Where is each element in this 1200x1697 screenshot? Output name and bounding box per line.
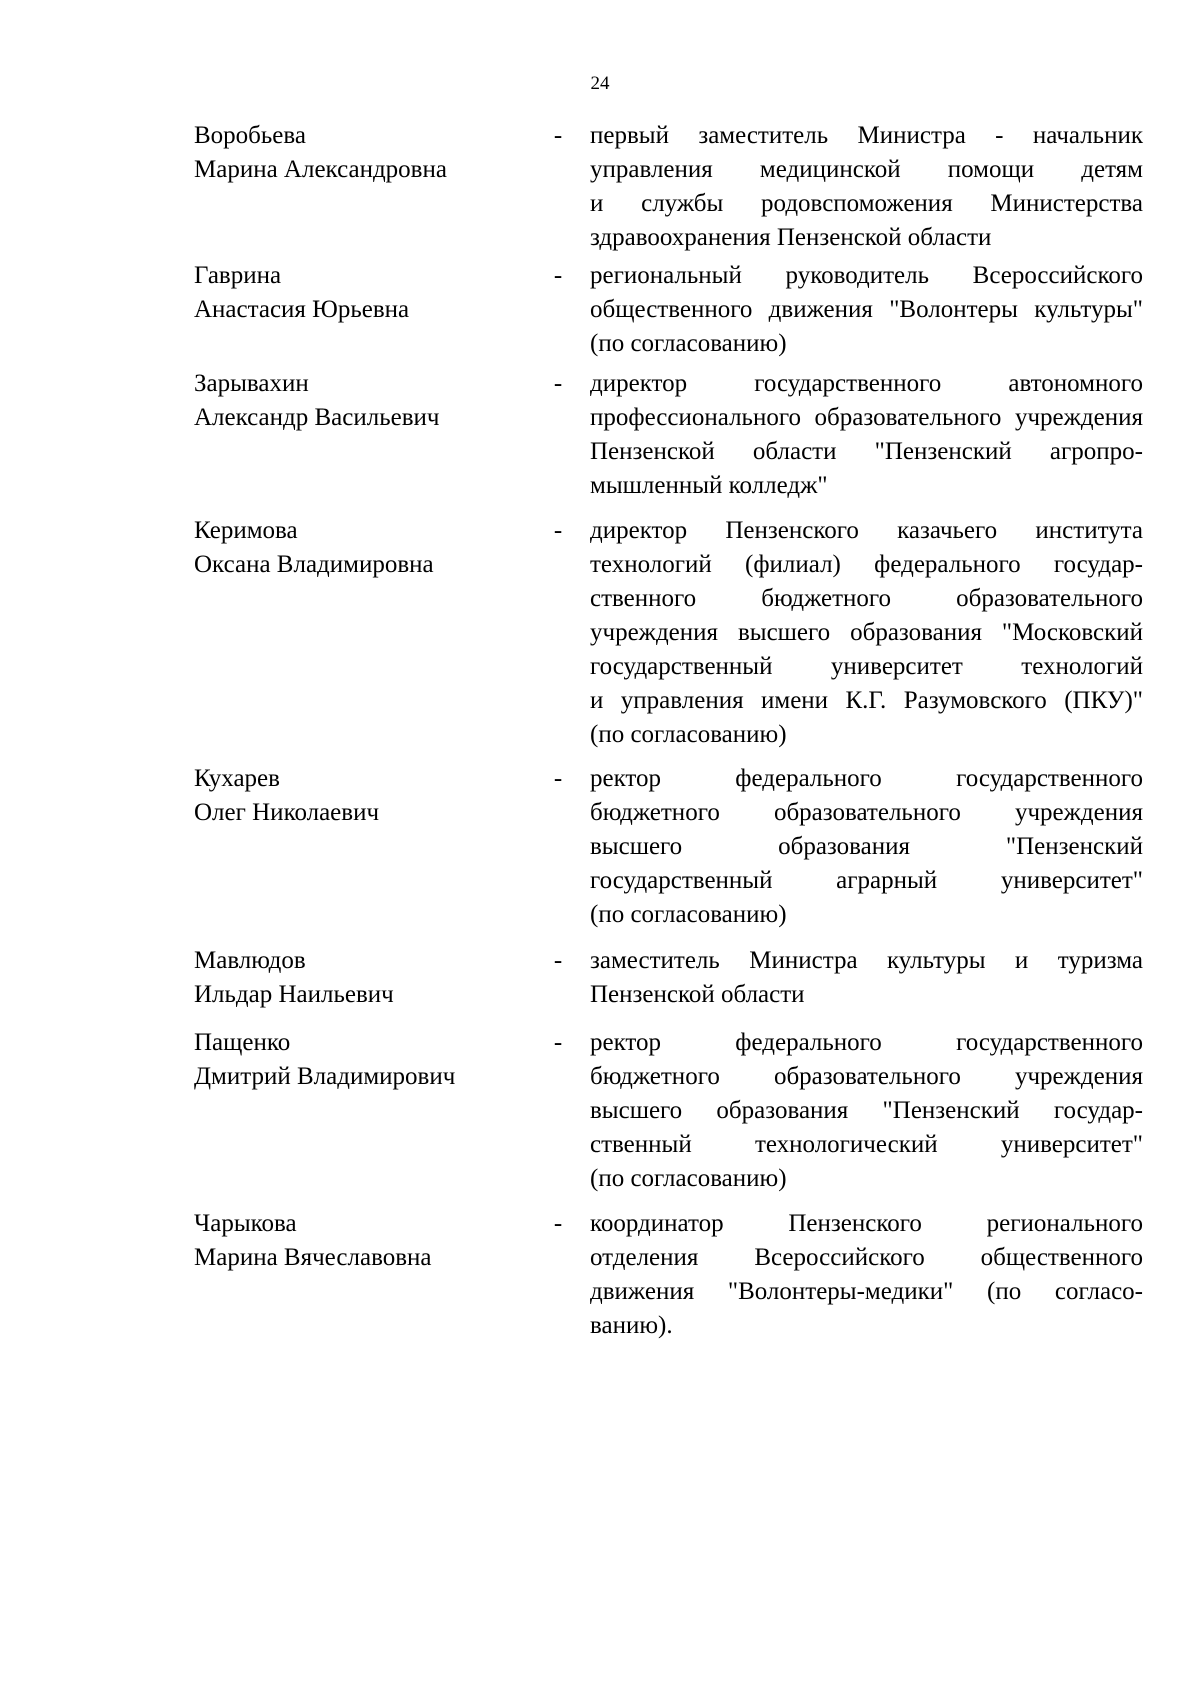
member-position: [590, 1026, 1143, 1196]
member-dash: -: [553, 370, 563, 397]
member-dash: -: [553, 765, 563, 792]
member-dash: -: [553, 122, 563, 149]
member-name: [194, 1026, 524, 1094]
member-position: [590, 367, 1143, 503]
member-position: [590, 762, 1143, 932]
member-dash: -: [553, 1029, 563, 1056]
member-given-names: Анастасия Юрьевна: [194, 296, 410, 323]
position-line: и управления имени К.Г. Разумовского (ПКУ)": [590, 687, 1143, 714]
member-surname: Пащенко: [194, 1029, 291, 1056]
member-name: [194, 259, 524, 327]
position-line: ванию).: [590, 1312, 673, 1339]
member-position: [590, 259, 1143, 361]
position-line: технологий (филиал) федерального государ-: [590, 551, 1143, 578]
position-line: отделения Всероссийского общественного: [590, 1244, 1143, 1271]
position-line: ственный технологический университет": [590, 1131, 1143, 1158]
member-given-names: Ильдар Наильевич: [194, 981, 394, 1008]
member-name: [194, 944, 524, 1012]
member-dash: -: [553, 517, 563, 544]
member-given-names: Марина Александровна: [194, 156, 447, 183]
member-position: [590, 119, 1143, 255]
position-line: мышленный колледж": [590, 472, 828, 499]
member-surname: Гаврина: [194, 262, 282, 289]
member-given-names: Оксана Владимировна: [194, 551, 434, 578]
member-given-names: Олег Николаевич: [194, 799, 380, 826]
position-line: координатор Пензенского регионального: [590, 1210, 1143, 1237]
position-line: управления медицинской помощи детям: [590, 156, 1143, 183]
position-line: учреждения высшего образования "Московский: [590, 619, 1143, 646]
position-line: ректор федерального государственного: [590, 1029, 1143, 1056]
member-name: [194, 1207, 524, 1275]
position-line: государственный университет технологий: [590, 653, 1143, 680]
member-given-names: Александр Васильевич: [194, 404, 440, 431]
member-given-names: Дмитрий Владимирович: [194, 1063, 456, 1090]
member-surname: Зарывахин: [194, 370, 309, 397]
position-line: высшего образования "Пензенский государ-: [590, 1097, 1143, 1124]
member-surname: Кухарев: [194, 765, 280, 792]
position-line: здравоохранения Пензенской области: [590, 224, 992, 251]
position-line: государственный аграрный университет": [590, 867, 1143, 894]
position-line: бюджетного образовательного учреждения: [590, 1063, 1143, 1090]
member-surname: Воробьева: [194, 122, 306, 149]
position-line: ректор федерального государственного: [590, 765, 1143, 792]
member-surname: Керимова: [194, 517, 298, 544]
member-dash: -: [553, 1210, 563, 1237]
page-number: 24: [590, 73, 610, 94]
member-name: [194, 514, 524, 582]
position-line: Пензенской области: [590, 981, 805, 1008]
member-position: [590, 514, 1143, 752]
member-name: [194, 119, 524, 187]
member-position: [590, 1207, 1143, 1343]
position-line: (по согласованию): [590, 721, 787, 748]
position-line: и службы родовспоможения Министерства: [590, 190, 1143, 217]
position-line: бюджетного образовательного учреждения: [590, 799, 1143, 826]
member-name: [194, 367, 524, 435]
position-line: Пензенской области "Пензенский агропро-: [590, 438, 1143, 465]
position-line: профессионального образовательного учреждения: [590, 404, 1143, 431]
position-line: заместитель Министра культуры и туризма: [590, 947, 1143, 974]
member-given-names: Марина Вячеславовна: [194, 1244, 432, 1271]
position-line: первый заместитель Министра - начальник: [590, 122, 1143, 149]
position-line: (по согласованию): [590, 901, 787, 928]
member-surname: Чарыкова: [194, 1210, 297, 1237]
position-line: высшего образования "Пензенский: [590, 833, 1143, 860]
position-line: (по согласованию): [590, 330, 787, 357]
member-surname: Мавлюдов: [194, 947, 306, 974]
position-line: директор Пензенского казачьего института: [590, 517, 1143, 544]
position-line: ственного бюджетного образовательного: [590, 585, 1143, 612]
position-line: общественного движения "Волонтеры культуры": [590, 296, 1143, 323]
member-name: [194, 762, 524, 830]
member-position: [590, 944, 1143, 1012]
member-dash: -: [553, 262, 563, 289]
position-line: директор государственного автономного: [590, 370, 1143, 397]
position-line: движения "Волонтеры-медики" (по согласо-: [590, 1278, 1143, 1305]
position-line: (по согласованию): [590, 1165, 787, 1192]
member-dash: -: [553, 947, 563, 974]
position-line: региональный руководитель Всероссийского: [590, 262, 1143, 289]
